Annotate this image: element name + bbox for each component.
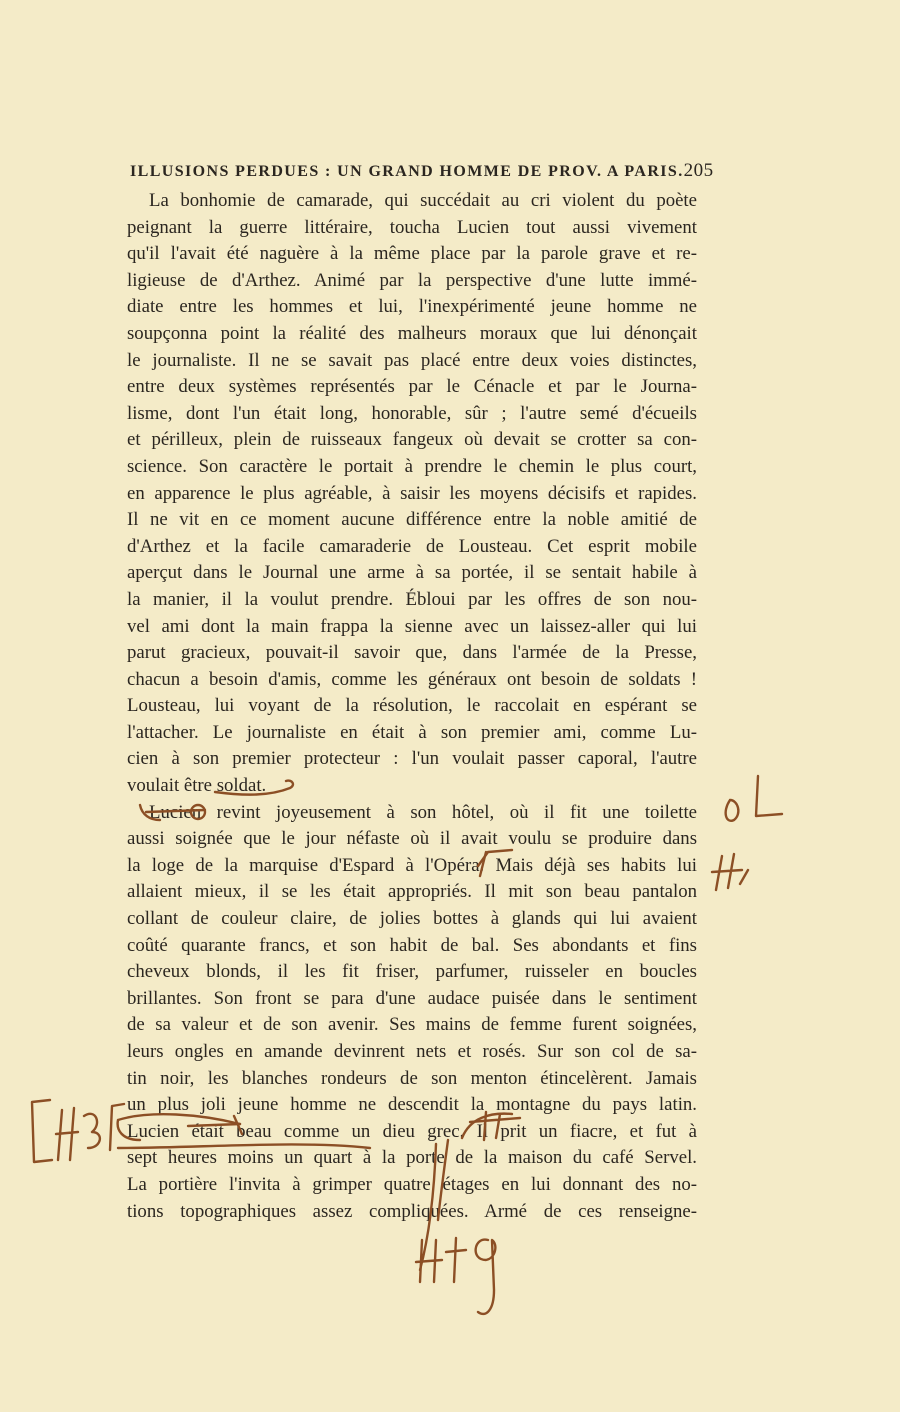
- text-line: science. Son caractère le portait à prendre le chemin le plus court,: [127, 455, 697, 477]
- text-line: Lousteau, lui voyant de la résolution, le raccolait en espérant se: [127, 695, 697, 717]
- text-line: d'Arthez et la facile camaraderie de Lousteau. Cet esprit mobile: [127, 535, 697, 557]
- text-line: le journaliste. Il ne se savait pas placé entre deux voies distinctes,: [127, 349, 697, 371]
- text-line: qu'il l'avait été naguère à la même place par la parole grave et re-: [127, 243, 697, 265]
- strike-mark: [146, 810, 205, 812]
- text-line: la manier, il la voulut prendre. Ébloui par les offres de son nou-: [127, 588, 697, 610]
- paragraph-hook: [215, 781, 293, 795]
- running-head-title: ILLUSIONS PERDUES : UN GRAND HOMME DE PROV. A PARIS.: [130, 163, 684, 180]
- text-line: un plus joli jeune homme ne descendit la montagne du pays latin.: [127, 1094, 697, 1116]
- text-line: brillantes. Son front se para d'une audace puisée dans le sentiment: [127, 987, 697, 1009]
- text-line: Lucien était beau comme un dieu grec. Il prit un fiacre, et fut à: [127, 1120, 697, 1142]
- margin-note-strokes: [726, 800, 739, 821]
- text-line: tions topographiques assez compliquées. Armé de ces renseigne-: [127, 1200, 697, 1222]
- text-line: et périlleux, plein de ruisseaux fangeux où devait se crotter sa con-: [127, 429, 697, 451]
- text-line: La bonhomie de camarade, qui succédait au cri violent du poète: [149, 190, 697, 211]
- text-line: sept heures moins un quart à la porte de la maison du café Servel.: [127, 1147, 697, 1169]
- page-number: 205: [683, 160, 714, 181]
- text-line: leurs ongles en amande devinrent nets et rosés. Sur son col de sa-: [127, 1041, 697, 1062]
- text-line: collant de couleur claire, de jolies bottes à glands qui lui avaient: [127, 908, 697, 930]
- text-line: cien à son premier protecteur : l'un voulait passer caporal, l'autre: [127, 748, 697, 770]
- text-line: tin noir, les blanches rondeurs de son menton étincelèrent. Jamais: [127, 1067, 697, 1089]
- bottom-note: [418, 1244, 485, 1279]
- text-line: de sa valeur et de son avenir. Ses mains de femme furent soignées,: [127, 1014, 697, 1036]
- text-line: ligieuse de d'Arthez. Animé par la perspective d'une lutte immé-: [127, 269, 697, 291]
- text-line: diate entre les hommes et lui, l'inexpérimenté jeune homme ne: [127, 296, 697, 318]
- text-line: coûté quarante francs, et son habit de bal. Ses abondants et fins: [127, 934, 697, 956]
- text-line: allaient mieux, il se les était appropriés. Il mit son beau pantalon: [127, 881, 697, 903]
- strike-mark: [188, 1124, 240, 1126]
- text-line: lisme, dont l'un était long, honorable, sûr ; l'autre semé d'écueils: [127, 402, 697, 424]
- text-line: La portière l'invita à grimper quatre étages en lui donnant des no-: [127, 1173, 697, 1195]
- margin-note-left: [30, 1110, 81, 1135]
- text-line: aperçut dans le Journal une arme à sa portée, il se sentait habile à: [127, 562, 697, 584]
- text-line: cheveux blonds, il les fit friser, parfumer, ruisseler en boucles: [127, 961, 697, 983]
- margin-note-right: [742, 798, 834, 900]
- text-line: soupçonna point la réalité des malheurs moraux que lui dénonçait: [127, 322, 697, 344]
- text-line: vel ami dont la main frappa la sienne avec un laissez-aller qui lui: [127, 615, 697, 637]
- text-line: Il ne vit en ce moment aucune différence entre la noble amitié de: [127, 509, 697, 531]
- text-line: entre deux systèmes représentés par le Cénacle et par le Journa-: [127, 376, 697, 398]
- text-line: l'attacher. Le journaliste en était à son premier ami, comme Lu-: [127, 721, 697, 743]
- text-line: la loge de la marquise d'Espard à l'Opéra. Mais déjà ses habits lui: [127, 854, 697, 876]
- text-line: chacun a besoin d'amis, comme les généraux ont besoin de soldats !: [127, 668, 697, 690]
- text-line: peignant la guerre littéraire, toucha Lucien tout aussi vivement: [127, 216, 697, 238]
- text-line: parut gracieux, pouvait-il savoir que, dans l'armée de la Presse,: [127, 642, 697, 664]
- text-line: Lucien revint joyeusement à son hôtel, où il fit une toilette: [149, 801, 697, 823]
- text-line: en apparence le plus agréable, à saisir les moyens décisifs et rapides.: [127, 482, 697, 504]
- text-line: voulait être soldat.: [127, 775, 267, 797]
- loop-mark: [118, 1114, 240, 1140]
- text-line: aussi soignée que le jour néfaste où il avait voulu se produire dans: [127, 828, 697, 850]
